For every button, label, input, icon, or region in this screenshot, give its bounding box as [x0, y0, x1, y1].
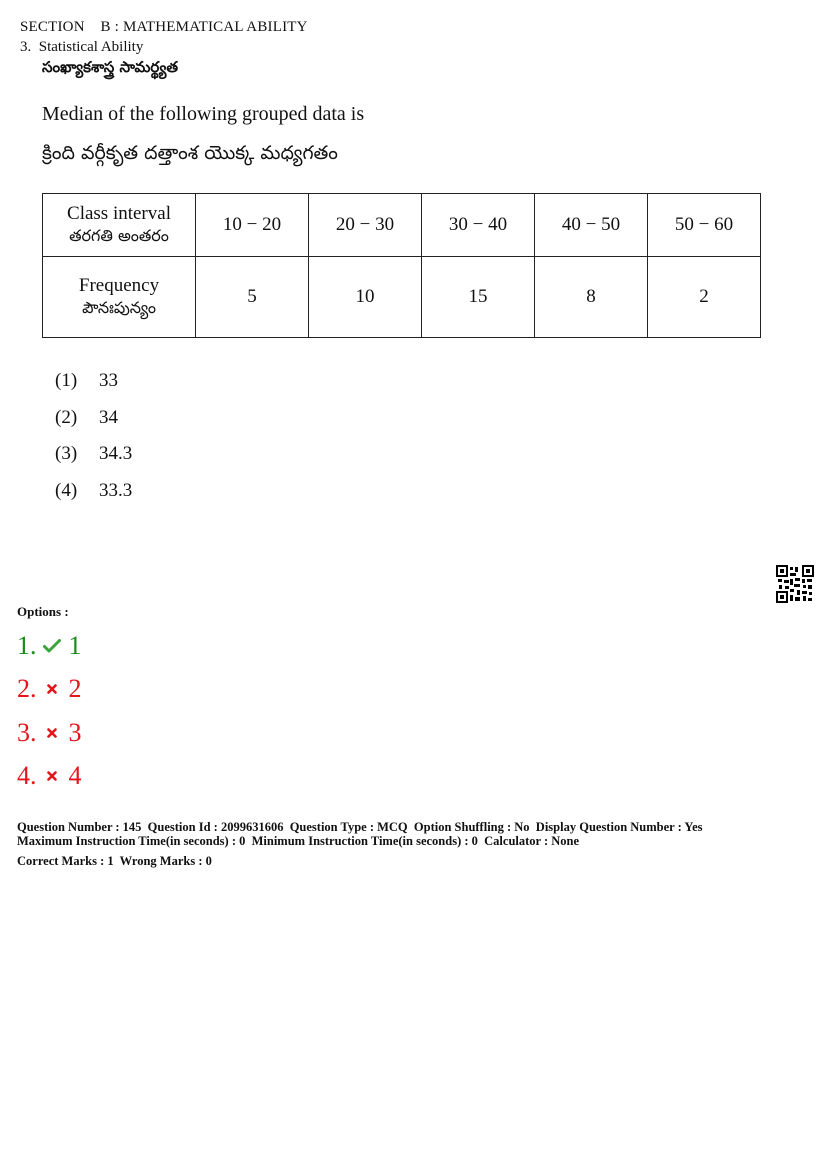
- answer-option[interactable]: [17, 711, 82, 755]
- interval-cell: 20 − 30: [309, 194, 422, 257]
- choice-item: [55, 443, 132, 480]
- metadata-line-1: Question Number : 145 Question Id : 2099631606 Question Type : MCQ Option Shuffling : No Display Question Number : Yes: [17, 820, 703, 834]
- class-interval-label-telugu: తరగతి అంతరం: [69, 226, 169, 245]
- question-metadata: [17, 820, 817, 868]
- subsection-title-telugu: సంఖ్యాకశాస్త్ర సామర్థ్యత: [42, 58, 179, 76]
- choice-item: [55, 480, 132, 517]
- answer-option[interactable]: [17, 624, 82, 668]
- check-icon: [41, 639, 63, 653]
- choice-item: [55, 407, 132, 444]
- choice-value: 34.3: [99, 443, 133, 464]
- frequency-label: Frequency: [78, 275, 160, 296]
- subsection-title: 3. Statistical Ability: [20, 39, 144, 55]
- choice-number: (3): [55, 443, 78, 464]
- answer-option[interactable]: [17, 755, 82, 799]
- cross-icon: [41, 771, 63, 781]
- answer-number: 3.: [17, 717, 37, 747]
- choice-item: [55, 370, 132, 407]
- interval-cell: 10 − 20: [196, 194, 309, 257]
- interval-cell: 40 − 50: [535, 194, 648, 257]
- answer-option[interactable]: [17, 668, 82, 712]
- cross-icon: [41, 684, 63, 694]
- question-text-telugu: క్రింది వర్గీకృత దత్తాంశ యొక్క మధ్యగతం: [42, 142, 338, 164]
- frequency-header: [43, 257, 196, 338]
- question-text-english: Median of the following grouped data is: [42, 103, 365, 125]
- section-title: SECTION B : MATHEMATICAL ABILITY: [20, 19, 308, 35]
- cross-icon: [41, 728, 63, 738]
- choice-value: 33: [99, 370, 118, 391]
- class-interval-row: [43, 194, 761, 257]
- answer-value: 4: [68, 761, 82, 791]
- frequency-row: [43, 257, 761, 338]
- answer-number: 2.: [17, 674, 37, 704]
- class-interval-header: [43, 194, 196, 257]
- answer-number: 1.: [17, 630, 37, 660]
- answer-number: 4.: [17, 761, 37, 791]
- answer-options: [17, 624, 82, 798]
- choice-number: (2): [55, 406, 78, 428]
- metadata-line-3: Correct Marks : 1 Wrong Marks : 0: [17, 854, 212, 868]
- choice-value: 33.3: [99, 479, 133, 501]
- frequency-cell: 10: [309, 257, 422, 338]
- choice-number: (4): [55, 479, 78, 501]
- options-label: Options :: [17, 604, 69, 619]
- answer-value: 3: [68, 717, 82, 747]
- answer-value: 1: [68, 630, 82, 660]
- answer-value: 2: [68, 674, 82, 704]
- frequency-cell: 2: [648, 257, 761, 338]
- frequency-cell: 15: [422, 257, 535, 338]
- metadata-line-2: Maximum Instruction Time(in seconds) : 0 Minimum Instruction Time(in seconds) : 0 Calculator : None: [17, 834, 580, 848]
- frequency-label-telugu: పౌనఃపున్యం: [82, 298, 156, 317]
- class-interval-label: Class interval: [67, 203, 171, 224]
- choice-number: (1): [55, 370, 78, 391]
- choice-value: 34: [99, 406, 118, 428]
- qr-code-icon: [776, 565, 814, 603]
- frequency-cell: 5: [196, 257, 309, 338]
- question-choices: [55, 370, 132, 516]
- interval-cell: 50 − 60: [648, 194, 761, 257]
- grouped-data-table: [42, 193, 761, 338]
- interval-cell: 30 − 40: [422, 194, 535, 257]
- frequency-cell: 8: [535, 257, 648, 338]
